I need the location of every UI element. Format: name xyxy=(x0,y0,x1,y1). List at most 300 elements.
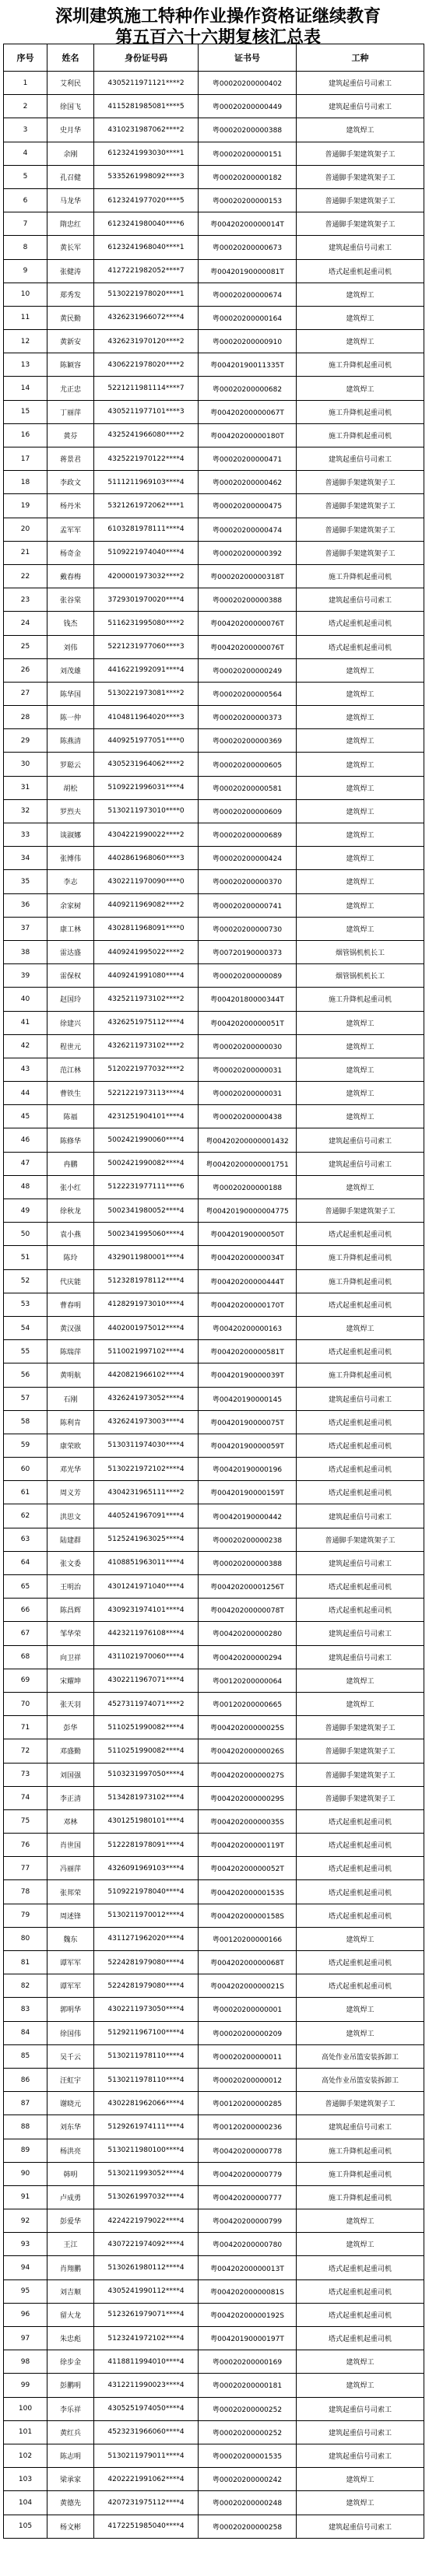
cell-index: 90 xyxy=(4,2162,47,2185)
cell-certificate-number: 粤00020200000673 xyxy=(199,236,297,259)
cell-index: 43 xyxy=(4,1058,47,1081)
cell-name: 郑秀发 xyxy=(47,283,94,306)
cell-job-type: 建筑焊工 xyxy=(297,658,424,682)
cell-index: 105 xyxy=(4,2515,47,2538)
table-row xyxy=(4,1481,424,1504)
cell-job-type: 建筑焊工 xyxy=(297,2374,424,2397)
cell-certificate-number: 粤00420200001256T xyxy=(199,1575,297,1599)
table-row xyxy=(4,1269,424,1293)
cell-id-number: 5221221973113****4 xyxy=(94,1082,199,1105)
cell-certificate-number: 粤00420200000581T xyxy=(199,1340,297,1363)
cell-name: 李志 xyxy=(47,870,94,893)
cell-id-number: 4301251980101****4 xyxy=(94,1809,199,1833)
cell-certificate-number: 粤00020200000373 xyxy=(199,706,297,729)
cell-id-number: 4420821966102****4 xyxy=(94,1363,199,1387)
table-row xyxy=(4,400,424,423)
cell-name: 黄新安 xyxy=(47,330,94,353)
cell-name: 康工林 xyxy=(47,917,94,940)
cell-id-number: 4305231964062****2 xyxy=(94,753,199,776)
table-row xyxy=(4,588,424,612)
table-row xyxy=(4,423,424,447)
title-line-1: 深圳建筑施工特种作业操作资格证继续教育 xyxy=(54,6,381,26)
cell-name: 陈一仲 xyxy=(47,706,94,729)
cell-id-number: 5129261974111****4 xyxy=(94,2115,199,2139)
cell-id-number: 4304231965111****2 xyxy=(94,1481,199,1504)
cell-certificate-number: 粤00420190011335T xyxy=(199,353,297,377)
cell-index: 98 xyxy=(4,2350,47,2374)
table-row xyxy=(4,1669,424,1692)
cell-index: 53 xyxy=(4,1293,47,1316)
cell-index: 38 xyxy=(4,940,47,963)
cell-job-type: 塔式起重机起重司机 xyxy=(297,1599,424,1622)
cell-id-number: 4409241995022****2 xyxy=(94,940,199,963)
cell-name: 王江 xyxy=(47,2233,94,2256)
cell-job-type: 建筑焊工 xyxy=(297,753,424,776)
cell-id-number: 6123241993030****1 xyxy=(94,142,199,165)
table-row xyxy=(4,165,424,188)
cell-name: 蒋景君 xyxy=(47,447,94,471)
cell-certificate-number: 粤00020200000188 xyxy=(199,1175,297,1199)
table-row xyxy=(4,2420,424,2444)
cell-job-type: 普通脚手架建筑架子工 xyxy=(297,165,424,188)
cell-job-type: 施工升降机起重司机 xyxy=(297,353,424,377)
table-row xyxy=(4,142,424,165)
cell-id-number: 4312211990023****4 xyxy=(94,2374,199,2397)
table-row xyxy=(4,1692,424,1715)
cell-index: 42 xyxy=(4,1034,47,1058)
table-row xyxy=(4,518,424,541)
cell-job-type: 建筑焊工 xyxy=(297,2209,424,2233)
cell-certificate-number: 粤00020200000031 xyxy=(199,1082,297,1105)
cell-index: 50 xyxy=(4,1223,47,1246)
cell-name: 谭军军 xyxy=(47,1974,94,1998)
cell-certificate-number: 粤00420190000145 xyxy=(199,1387,297,1410)
cell-certificate-number: 粤00020200000164 xyxy=(199,306,297,329)
cell-id-number: 5109221974040****4 xyxy=(94,541,199,564)
cell-index: 92 xyxy=(4,2209,47,2233)
cell-index: 81 xyxy=(4,1951,47,1974)
cell-job-type: 施工升降机起重司机 xyxy=(297,423,424,447)
cell-index: 6 xyxy=(4,188,47,212)
cell-index: 48 xyxy=(4,1175,47,1199)
table-row xyxy=(4,823,424,847)
cell-id-number: 4423211976108****4 xyxy=(94,1622,199,1645)
cell-index: 52 xyxy=(4,1269,47,1293)
cell-id-number: 4108851963011****4 xyxy=(94,1551,199,1574)
table-row xyxy=(4,635,424,658)
cell-certificate-number: 粤00720190000373 xyxy=(199,940,297,963)
table-row xyxy=(4,1199,424,1223)
cell-certificate-number: 粤00120200000064 xyxy=(199,1669,297,1692)
cell-index: 10 xyxy=(4,283,47,306)
cell-id-number: 5103231997050****4 xyxy=(94,1763,199,1786)
table-row xyxy=(4,471,424,494)
cell-certificate-number: 粤00020200000682 xyxy=(199,377,297,400)
cell-id-number: 4523231966060****4 xyxy=(94,2420,199,2444)
cell-certificate-number: 粤00420200000158S xyxy=(199,1904,297,1927)
cell-name: 余家树 xyxy=(47,893,94,917)
cell-id-number: 4402861968060****3 xyxy=(94,847,199,870)
cell-job-type: 塔式起重机起重司机 xyxy=(297,2256,424,2279)
cell-id-number: 5129211967100****4 xyxy=(94,2021,199,2044)
cell-name: 向卫祥 xyxy=(47,1645,94,1669)
cell-index: 29 xyxy=(4,729,47,753)
table-header-row xyxy=(4,44,424,72)
cell-index: 95 xyxy=(4,2279,47,2303)
cell-name: 汪虹宇 xyxy=(47,2068,94,2091)
cell-index: 30 xyxy=(4,753,47,776)
table-row xyxy=(4,564,424,588)
table-row xyxy=(4,377,424,400)
cell-name: 刘国强 xyxy=(47,1763,94,1786)
table-row xyxy=(4,1716,424,1739)
table-row xyxy=(4,917,424,940)
cell-index: 88 xyxy=(4,2115,47,2139)
cell-id-number: 4127221982052****7 xyxy=(94,259,199,283)
cell-job-type: 建筑焊工 xyxy=(297,118,424,142)
cell-job-type: 施工升降机起重司机 xyxy=(297,1269,424,1293)
cell-certificate-number: 粤00020200000169 xyxy=(199,2350,297,2374)
cell-name: 郭明华 xyxy=(47,1998,94,2021)
cell-job-type: 高处作业吊篮安装拆卸工 xyxy=(297,2068,424,2091)
cell-job-type: 普通脚手架建筑架子工 xyxy=(297,1528,424,1551)
cell-certificate-number: 粤00020200000031 xyxy=(199,1058,297,1081)
cell-job-type: 建筑焊工 xyxy=(297,377,424,400)
cell-index: 58 xyxy=(4,1410,47,1434)
table-row xyxy=(4,1504,424,1528)
cell-job-type: 塔式起重机起重司机 xyxy=(297,1857,424,1880)
title-line-2: 第五百六十六期复核汇总表 xyxy=(114,27,321,47)
cell-id-number: 5130211978110****4 xyxy=(94,2068,199,2091)
cell-index: 69 xyxy=(4,1669,47,1692)
table-row xyxy=(4,72,424,95)
cell-index: 86 xyxy=(4,2068,47,2091)
cell-job-type: 建筑起重信号司索工 xyxy=(297,447,424,471)
cell-job-type: 建筑起重信号司索工 xyxy=(297,236,424,259)
cell-name: 康荣欧 xyxy=(47,1434,94,1457)
cell-certificate-number: 粤00020200000689 xyxy=(199,823,297,847)
cell-id-number: 4172251985040****4 xyxy=(94,2515,199,2538)
table-row xyxy=(4,2256,424,2279)
cell-certificate-number: 粤00020200000318T xyxy=(199,564,297,588)
cell-id-number: 6123241968040****1 xyxy=(94,236,199,259)
cell-name: 陈修华 xyxy=(47,1128,94,1152)
cell-name: 卢成勇 xyxy=(47,2185,94,2209)
cell-id-number: 5002341980052****4 xyxy=(94,1199,199,1223)
cell-index: 96 xyxy=(4,2303,47,2326)
cell-job-type: 建筑起重信号司索工 xyxy=(297,1551,424,1574)
table-row xyxy=(4,893,424,917)
table-row xyxy=(4,1316,424,1339)
table-row xyxy=(4,1058,424,1081)
cell-name: 陈颖容 xyxy=(47,353,94,377)
cell-index: 57 xyxy=(4,1387,47,1410)
cell-id-number: 5111211969103****4 xyxy=(94,471,199,494)
cell-certificate-number: 粤00020200001535 xyxy=(199,2444,297,2467)
cell-job-type: 塔式起重机起重司机 xyxy=(297,1880,424,1904)
cell-job-type: 普通脚手架建筑架子工 xyxy=(297,1739,424,1763)
table-row xyxy=(4,753,424,776)
cell-index: 62 xyxy=(4,1504,47,1528)
cell-certificate-number: 粤00020200000369 xyxy=(199,729,297,753)
cell-certificate-number: 粤00420200000035S xyxy=(199,1809,297,1833)
cell-name: 冯丽萍 xyxy=(47,1857,94,1880)
cell-job-type: 烟管锅机机长工 xyxy=(297,940,424,963)
table-row xyxy=(4,988,424,1011)
table-row xyxy=(4,1834,424,1857)
cell-index: 36 xyxy=(4,893,47,917)
cell-id-number: 4326091969103****4 xyxy=(94,1857,199,1880)
table-row xyxy=(4,1434,424,1457)
table-row xyxy=(4,1786,424,1809)
table-row xyxy=(4,1458,424,1481)
cell-id-number: 4326241973052****4 xyxy=(94,1387,199,1410)
table-row xyxy=(4,259,424,283)
table-row xyxy=(4,2162,424,2185)
table-row xyxy=(4,2397,424,2420)
cell-index: 77 xyxy=(4,1857,47,1880)
cell-index: 28 xyxy=(4,706,47,729)
cell-job-type: 普通脚手架建筑架子工 xyxy=(297,541,424,564)
table-row xyxy=(4,1904,424,1927)
table-row xyxy=(4,2279,424,2303)
cell-certificate-number: 粤00020200000238 xyxy=(199,1528,297,1551)
cell-certificate-number: 粤00020200000910 xyxy=(199,330,297,353)
cell-index: 64 xyxy=(4,1551,47,1574)
cell-id-number: 5130211993052****4 xyxy=(94,2162,199,2185)
cell-job-type: 建筑焊工 xyxy=(297,893,424,917)
cell-index: 100 xyxy=(4,2397,47,2420)
cell-id-number: 5224281979080****4 xyxy=(94,1951,199,1974)
cell-index: 73 xyxy=(4,1763,47,1786)
cell-index: 19 xyxy=(4,494,47,518)
cell-id-number: 4325221970122****4 xyxy=(94,447,199,471)
cell-certificate-number: 粤00420190000442 xyxy=(199,1504,297,1528)
cell-certificate-number: 粤00020200000089 xyxy=(199,964,297,988)
cell-id-number: 5125241963025****4 xyxy=(94,1528,199,1551)
cell-name: 孔召健 xyxy=(47,165,94,188)
table-row xyxy=(4,283,424,306)
cell-name: 陈华国 xyxy=(47,682,94,705)
cell-certificate-number: 粤00020200000011 xyxy=(199,2044,297,2068)
cell-certificate-number: 粤00420200000780 xyxy=(199,2233,297,2256)
cell-index: 16 xyxy=(4,423,47,447)
cell-id-number: 4305251974050****4 xyxy=(94,2397,199,2420)
cell-job-type: 建筑焊工 xyxy=(297,1316,424,1339)
cell-id-number: 5122231977111****6 xyxy=(94,1175,199,1199)
cell-certificate-number: 粤00020200000605 xyxy=(199,753,297,776)
table-row xyxy=(4,2515,424,2538)
cell-certificate-number: 粤00420200000778 xyxy=(199,2139,297,2162)
cell-id-number: 4302281962066****4 xyxy=(94,2092,199,2115)
cell-name: 陈玲 xyxy=(47,1246,94,1269)
cell-certificate-number: 粤00020200000471 xyxy=(199,447,297,471)
cell-job-type: 施工升降机起重司机 xyxy=(297,1246,424,1269)
cell-job-type: 普通脚手架建筑架子工 xyxy=(297,471,424,494)
table-row xyxy=(4,1340,424,1363)
cell-name: 邓盛勤 xyxy=(47,1739,94,1763)
table-row xyxy=(4,118,424,142)
cell-id-number: 4305241990112****4 xyxy=(94,2279,199,2303)
cell-job-type: 建筑起重信号司索工 xyxy=(297,1128,424,1152)
table-row xyxy=(4,1809,424,1833)
cell-id-number: 5134281973102****4 xyxy=(94,1786,199,1809)
cell-certificate-number: 粤00020200000248 xyxy=(199,2491,297,2515)
cell-certificate-number: 粤00420200000052T xyxy=(199,1857,297,1880)
cell-index: 101 xyxy=(4,2420,47,2444)
cell-id-number: 5002421990082****4 xyxy=(94,1152,199,1175)
cell-job-type: 塔式起重机起重司机 xyxy=(297,1458,424,1481)
cell-certificate-number: 粤00020200000242 xyxy=(199,2468,297,2491)
cell-name: 吴千云 xyxy=(47,2044,94,2068)
cell-name: 邹华荣 xyxy=(47,1622,94,1645)
table-row xyxy=(4,2374,424,2397)
cell-certificate-number: 粤00420200000026S xyxy=(199,1739,297,1763)
cell-name: 代庆能 xyxy=(47,1269,94,1293)
cell-name: 韩明 xyxy=(47,2162,94,2185)
cell-id-number: 4405241967091****4 xyxy=(94,1504,199,1528)
cell-job-type: 塔式起重机起重司机 xyxy=(297,1481,424,1504)
cell-certificate-number: 粤00420190000050T xyxy=(199,1223,297,1246)
cell-certificate-number: 粤00420200000001751 xyxy=(199,1152,297,1175)
cell-name: 黄明航 xyxy=(47,1363,94,1387)
table-row xyxy=(4,1363,424,1387)
cell-index: 61 xyxy=(4,1481,47,1504)
cell-id-number: 5110251990082****4 xyxy=(94,1716,199,1739)
cell-certificate-number: 粤00420200000068T xyxy=(199,1951,297,1974)
cell-name: 肖翔鹏 xyxy=(47,2256,94,2279)
cell-name: 张博伟 xyxy=(47,847,94,870)
cell-id-number: 4527311974071****2 xyxy=(94,1692,199,1715)
cell-id-number: 6123241977020****5 xyxy=(94,188,199,212)
cell-index: 103 xyxy=(4,2468,47,2491)
table-row xyxy=(4,1998,424,2021)
cell-name: 胡松 xyxy=(47,776,94,799)
cell-id-number: 4118811994010****4 xyxy=(94,2350,199,2374)
table-row xyxy=(4,1410,424,1434)
cell-name: 曹春明 xyxy=(47,1293,94,1316)
cell-id-number: 4306221978020****2 xyxy=(94,353,199,377)
cell-index: 94 xyxy=(4,2256,47,2279)
table-row xyxy=(4,1528,424,1551)
cell-name: 黄芬 xyxy=(47,423,94,447)
table-body xyxy=(4,72,424,2539)
cell-job-type: 塔式起重机起重司机 xyxy=(297,1834,424,1857)
cell-certificate-number: 粤00420190000039T xyxy=(199,1363,297,1387)
cell-id-number: 4329011980001****4 xyxy=(94,1246,199,1269)
cell-certificate-number: 粤00420200000163 xyxy=(199,1316,297,1339)
cell-id-number: 4325241966080****2 xyxy=(94,423,199,447)
cell-certificate-number: 粤00420190000081T xyxy=(199,259,297,283)
cell-name: 徐步金 xyxy=(47,2350,94,2374)
cell-job-type: 建筑焊工 xyxy=(297,1058,424,1081)
cell-name: 谭军军 xyxy=(47,1951,94,1974)
cell-certificate-number: 粤00120200000665 xyxy=(199,1692,297,1715)
cell-job-type: 建筑焊工 xyxy=(297,1175,424,1199)
table-row xyxy=(4,776,424,799)
cell-id-number: 4200001973032****2 xyxy=(94,564,199,588)
cell-name: 黄红兵 xyxy=(47,2420,94,2444)
cell-job-type: 施工升降机起重司机 xyxy=(297,564,424,588)
cell-index: 12 xyxy=(4,330,47,353)
cell-certificate-number: 粤00420200000034T xyxy=(199,1246,297,1269)
table-row xyxy=(4,1034,424,1058)
cell-certificate-number: 粤00020200000730 xyxy=(199,917,297,940)
cell-name: 梁承家 xyxy=(47,2468,94,2491)
cell-id-number: 4128291973010****4 xyxy=(94,1293,199,1316)
cell-index: 72 xyxy=(4,1739,47,1763)
cell-job-type: 普通脚手架建筑架子工 xyxy=(297,2092,424,2115)
cell-certificate-number: 粤00420200000014T xyxy=(199,212,297,236)
cell-name: 刘吉顺 xyxy=(47,2279,94,2303)
table-row xyxy=(4,2303,424,2326)
cell-id-number: 5130261980112****4 xyxy=(94,2256,199,2279)
cell-id-number: 4310231987062****2 xyxy=(94,118,199,142)
cell-certificate-number: 粤00420200000078T xyxy=(199,1599,297,1622)
cell-certificate-number: 粤00020200000402 xyxy=(199,72,297,95)
cell-job-type: 普通脚手架建筑架子工 xyxy=(297,212,424,236)
cell-name: 钱杰 xyxy=(47,612,94,635)
cell-name: 徐建兴 xyxy=(47,1011,94,1034)
cell-index: 66 xyxy=(4,1599,47,1622)
cell-index: 60 xyxy=(4,1458,47,1481)
cell-id-number: 5110021997102****4 xyxy=(94,1340,199,1363)
table-row xyxy=(4,706,424,729)
table-row xyxy=(4,1223,424,1246)
cell-name: 邓林 xyxy=(47,1809,94,1833)
cell-name: 刘茂雄 xyxy=(47,658,94,682)
table-row xyxy=(4,494,424,518)
summary-table xyxy=(3,44,424,2539)
cell-name: 张小红 xyxy=(47,1175,94,1199)
cell-name: 孟军军 xyxy=(47,518,94,541)
cell-index: 45 xyxy=(4,1105,47,1128)
cell-index: 2 xyxy=(4,95,47,118)
cell-certificate-number: 粤00420190000196 xyxy=(199,1458,297,1481)
table-row xyxy=(4,2092,424,2115)
cell-index: 49 xyxy=(4,1199,47,1223)
cell-certificate-number: 粤00420190000004775 xyxy=(199,1199,297,1223)
table-row xyxy=(4,1763,424,1786)
cell-index: 71 xyxy=(4,1716,47,1739)
cell-id-number: 4311271962020****4 xyxy=(94,1927,199,1950)
cell-name: 陆建群 xyxy=(47,1528,94,1551)
table-row xyxy=(4,1175,424,1199)
cell-job-type: 建筑起重信号司索工 xyxy=(297,1622,424,1645)
cell-id-number: 6103281978111****4 xyxy=(94,518,199,541)
cell-job-type: 普通脚手架建筑架子工 xyxy=(297,1786,424,1809)
cell-index: 27 xyxy=(4,682,47,705)
cell-certificate-number: 粤00420200000001432 xyxy=(199,1128,297,1152)
cell-name: 彭鹏明 xyxy=(47,2374,94,2397)
cell-id-number: 4409251977051****0 xyxy=(94,729,199,753)
table-row xyxy=(4,1551,424,1574)
cell-name: 张天羽 xyxy=(47,1692,94,1715)
cell-job-type: 建筑焊工 xyxy=(297,1669,424,1692)
cell-name: 周述锋 xyxy=(47,1904,94,1927)
cell-index: 97 xyxy=(4,2327,47,2350)
cell-job-type: 建筑起重信号司索工 xyxy=(297,1645,424,1669)
cell-job-type: 塔式起重机起重司机 xyxy=(297,635,424,658)
cell-job-type: 塔式起重机起重司机 xyxy=(297,2327,424,2350)
cell-certificate-number: 粤00020200000151 xyxy=(199,142,297,165)
table-row xyxy=(4,1575,424,1599)
cell-id-number: 5109221996031****4 xyxy=(94,776,199,799)
cell-job-type: 普通脚手架建筑架子工 xyxy=(297,1199,424,1223)
table-row xyxy=(4,2233,424,2256)
cell-certificate-number: 粤00420200000027S xyxy=(199,1763,297,1786)
cell-certificate-number: 粤00420200000076T xyxy=(199,612,297,635)
